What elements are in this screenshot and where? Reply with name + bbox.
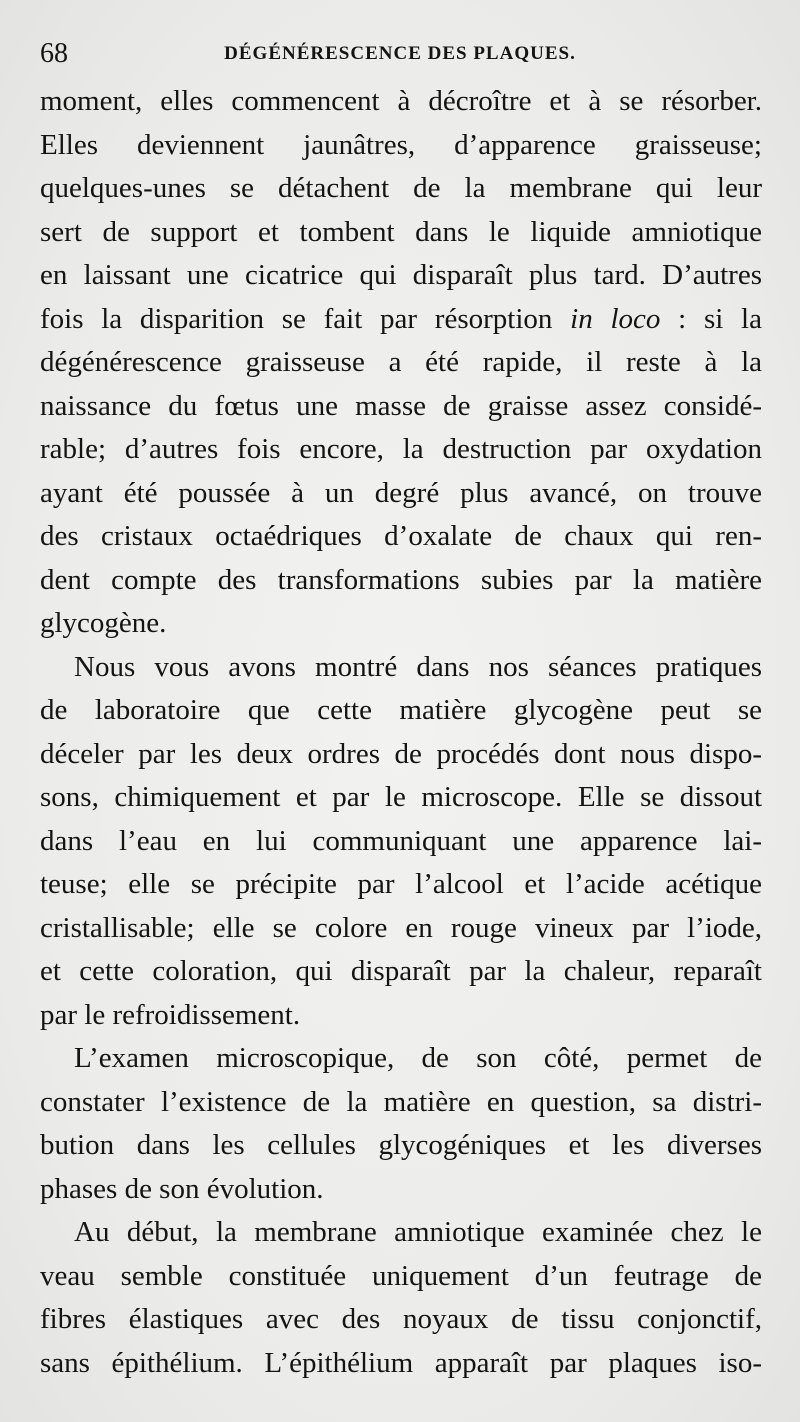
page-body <box>40 80 762 1385</box>
text-line: sons, chimiquement et par le microscope. Elle se dissout <box>40 781 762 813</box>
text-line: naissance du fœtus une masse de graisse assez considé- <box>40 389 762 422</box>
text-line: Nous vous avons montré dans nos séances pratiques <box>74 650 762 683</box>
text-line: cristallisable; elle se colore en rouge vineux par l’iode, <box>40 911 762 944</box>
text-line: fois la disparition se fait par résorption in loco : si la <box>40 302 762 335</box>
text-line: moment, elles commencent à décroître et à se résorber. <box>40 85 762 117</box>
paragraph-3 <box>40 1037 762 1211</box>
text-line: veau semble constituée uniquement d’un feutrage de <box>40 1259 762 1292</box>
page-number: 68 <box>40 38 68 69</box>
text-line: teuse; elle se précipite par l’alcool et l’acide acétique <box>40 868 762 900</box>
paragraph-2 <box>40 646 762 1038</box>
text-line: dans l’eau en lui communiquant une apparence lai- <box>40 824 762 857</box>
paragraph-4 <box>40 1211 762 1385</box>
text-line: des cristaux octaédriques d’oxalate de chaux qui ren- <box>40 520 762 552</box>
text-line: déceler par les deux ordres de procédés dont nous dispo- <box>40 737 762 770</box>
text-line: sert de support et tombent dans le liquide amniotique <box>40 215 762 248</box>
text-line: en laissant une cicatrice qui disparaît plus tard. D’autres <box>40 259 762 291</box>
text-line: constater l’existence de la matière en question, sa distri- <box>40 1085 762 1118</box>
text-line: dent compte des transformations subies par la matière <box>40 563 762 596</box>
text-line: L’examen microscopique, de son côté, permet de <box>74 1042 762 1074</box>
text-line: phases de son évolution. <box>40 1172 324 1205</box>
text-line: de laboratoire que cette matière glycogène peut se <box>40 694 762 726</box>
running-title: DÉGÉNÉRESCENCE DES PLAQUES. <box>224 43 576 64</box>
text-line: par le refroidissement. <box>40 998 301 1031</box>
text-line: bution dans les cellules glycogéniques et les diverses <box>40 1129 762 1161</box>
page-header <box>40 34 760 74</box>
italic-phrase: in loco <box>570 302 661 335</box>
text-line: sans épithélium. L’épithélium apparaît par plaques iso- <box>40 1346 762 1379</box>
text-line: fibres élastiques avec des noyaux de tissu conjonctif, <box>40 1303 762 1335</box>
text-line: rable; d’autres fois encore, la destruction par oxydation <box>40 433 762 465</box>
text-line: Au début, la membrane amniotique examinée chez le <box>74 1216 762 1248</box>
paragraph-1 <box>40 80 762 646</box>
text-line: glycogène. <box>40 607 167 639</box>
text-line: ayant été poussée à un degré plus avancé, on trouve <box>40 476 762 509</box>
text-line: et cette coloration, qui disparaît par la chaleur, reparaît <box>40 955 762 987</box>
text-line: dégénérescence graisseuse a été rapide, il reste à la <box>40 346 762 378</box>
text-line: Elles deviennent jaunâtres, d’apparence graisseuse; <box>40 128 762 161</box>
text-line: quelques-unes se détachent de la membrane qui leur <box>40 172 762 204</box>
